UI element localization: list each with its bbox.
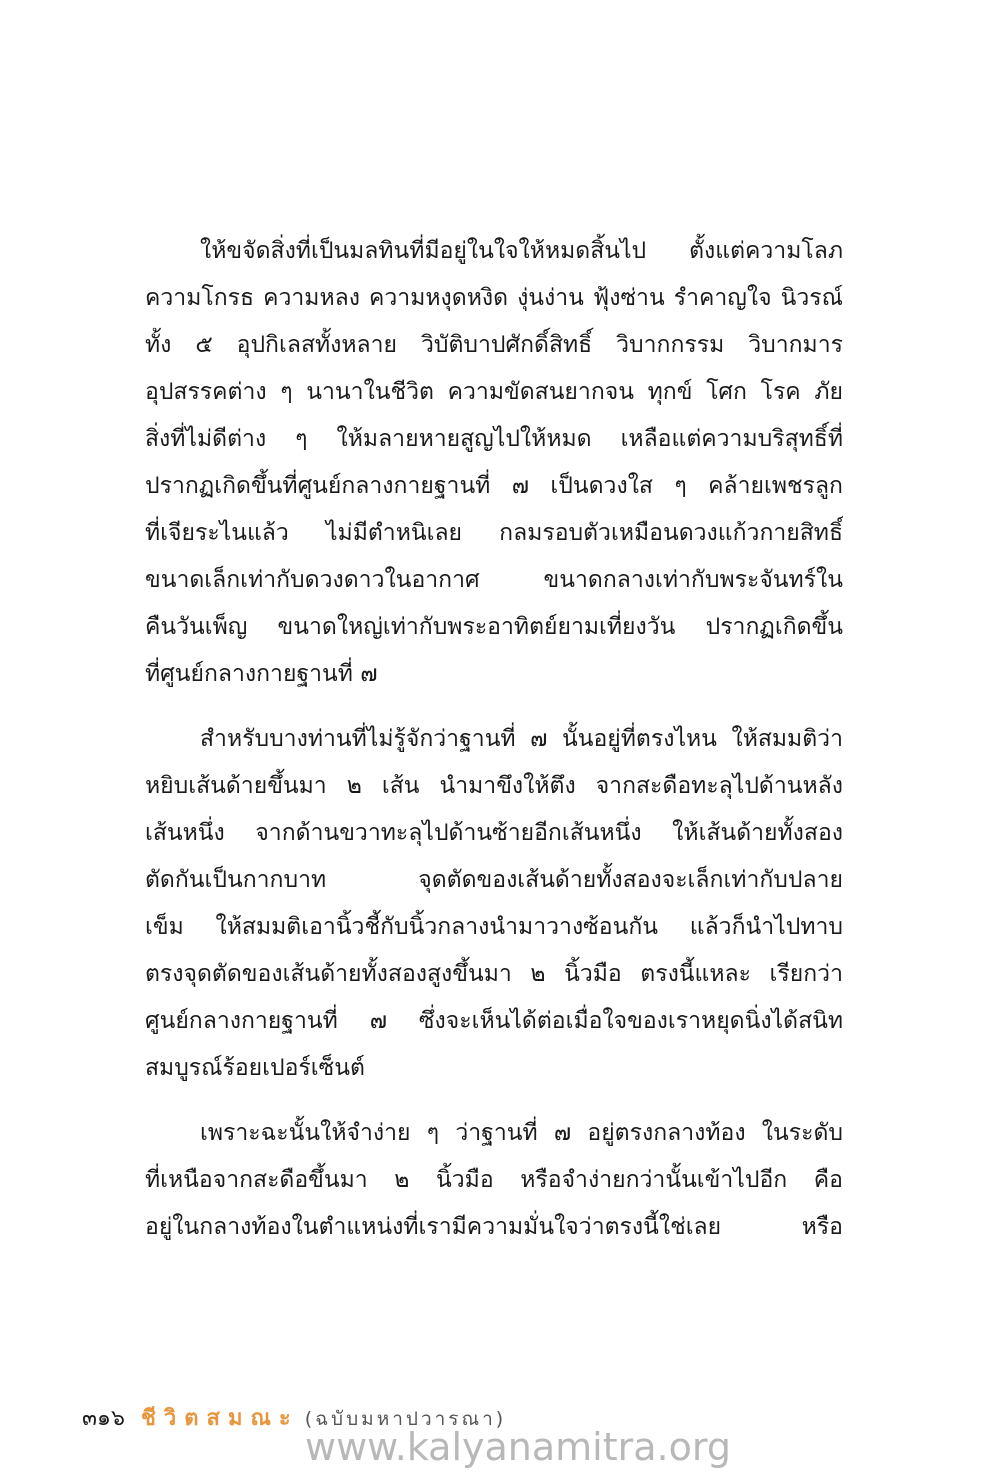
text-line: ขนาดเล็กเท่ากับดวงดาวในอากาศ ขนาดกลางเท่ากับพระจันทร์ใน [145, 567, 843, 593]
text-line: สมบูรณ์ร้อยเปอร์เซ็นต์ [145, 1055, 365, 1081]
paragraph-2 [145, 716, 843, 1092]
text-line: ให้ขจัดสิ่งที่เป็นมลทินที่มีอยู่ในใจให้หมดสิ้นไป ตั้งแต่ความโลภ [200, 238, 843, 264]
text-line: ศูนย์กลางกายฐานที่ ๗ ซึ่งจะเห็นได้ต่อเมื่อใจของเราหยุดนิ่งได้สนิท [145, 1008, 843, 1034]
book-edition: (ฉบับมหาปวารณา) [304, 1408, 507, 1430]
text-line: ที่ศูนย์กลางกายฐานที่ ๗ [145, 661, 378, 687]
text-line: สำหรับบางท่านที่ไม่รู้จักว่าฐานที่ ๗ นั้นอยู่ที่ตรงไหน ให้สมมติว่า [200, 726, 843, 752]
paragraph-1 [145, 228, 843, 698]
text-line: หยิบเส้นด้ายขึ้นมา ๒ เส้น นำมาขึงให้ตึง จากสะดือทะลุไปด้านหลัง [145, 773, 843, 799]
paragraph-3 [145, 1110, 843, 1251]
text-line: ความโกรธ ความหลง ความหงุดหงิด งุ่นง่าน ฟุ้งซ่าน รำคาญใจ นิวรณ์ [145, 285, 843, 311]
text-line: อุปสรรคต่าง ๆ นานาในชีวิต ความขัดสนยากจน ทุกข์ โศก โรค ภัย [145, 379, 843, 405]
text-line: เข็ม ให้สมมติเอานิ้วชี้กับนิ้วกลางนำมาวางซ้อนกัน แล้วก็นำไปทาบ [145, 914, 843, 940]
text-line: คืนวันเพ็ญ ขนาดใหญ่เท่ากับพระอาทิตย์ยามเที่ยงวัน ปรากฏเกิดขึ้น [145, 614, 843, 640]
text-line: ที่เจียระไนแล้ว ไม่มีตำหนิเลย กลมรอบตัวเหมือนดวงแก้วกายสิทธิ์ [145, 520, 843, 546]
body-text [145, 228, 843, 1269]
text-line: ตัดกันเป็นกากบาท จุดตัดของเส้นด้ายทั้งสองจะเล็กเท่ากับปลาย [145, 867, 843, 893]
text-line: ทั้ง ๕ อุปกิเลสทั้งหลาย วิบัติบาปศักดิ์สิทธิ์ วิบากกรรม วิบากมาร [145, 332, 843, 358]
text-line: ตรงจุดตัดของเส้นด้ายทั้งสองสูงขึ้นมา ๒ นิ้วมือ ตรงนี้แหละ เรียกว่า [145, 961, 843, 987]
text-line: ที่เหนือจากสะดือขึ้นมา ๒ นิ้วมือ หรือจำง่ายกว่านั้นเข้าไปอีก คือ [145, 1167, 843, 1193]
text-line: สิ่งที่ไม่ดีต่าง ๆ ให้มลายหายสูญไปให้หมด เหลือแต่ความบริสุทธิ์ที่ [145, 426, 843, 452]
text-line: อยู่ในกลางท้องในตำแหน่งที่เรามีความมั่นใจว่าตรงนี้ใช่เลย หรือ [145, 1214, 843, 1240]
text-line: ปรากฏเกิดขึ้นที่ศูนย์กลางกายฐานที่ ๗ เป็นดวงใส ๆ คล้ายเพชรลูก [145, 473, 843, 499]
page-number: ๓๑๖ [82, 1406, 125, 1431]
watermark-url: www.kalyanamitra.org [305, 1425, 731, 1469]
text-line: เส้นหนึ่ง จากด้านขวาทะลุไปด้านซ้ายอีกเส้นหนึ่ง ให้เส้นด้ายทั้งสอง [145, 820, 843, 846]
book-title: ชีวิตสมณะ [140, 1406, 299, 1431]
text-line: เพราะฉะนั้นให้จำง่าย ๆ ว่าฐานที่ ๗ อยู่ตรงกลางท้อง ในระดับ [200, 1120, 843, 1146]
